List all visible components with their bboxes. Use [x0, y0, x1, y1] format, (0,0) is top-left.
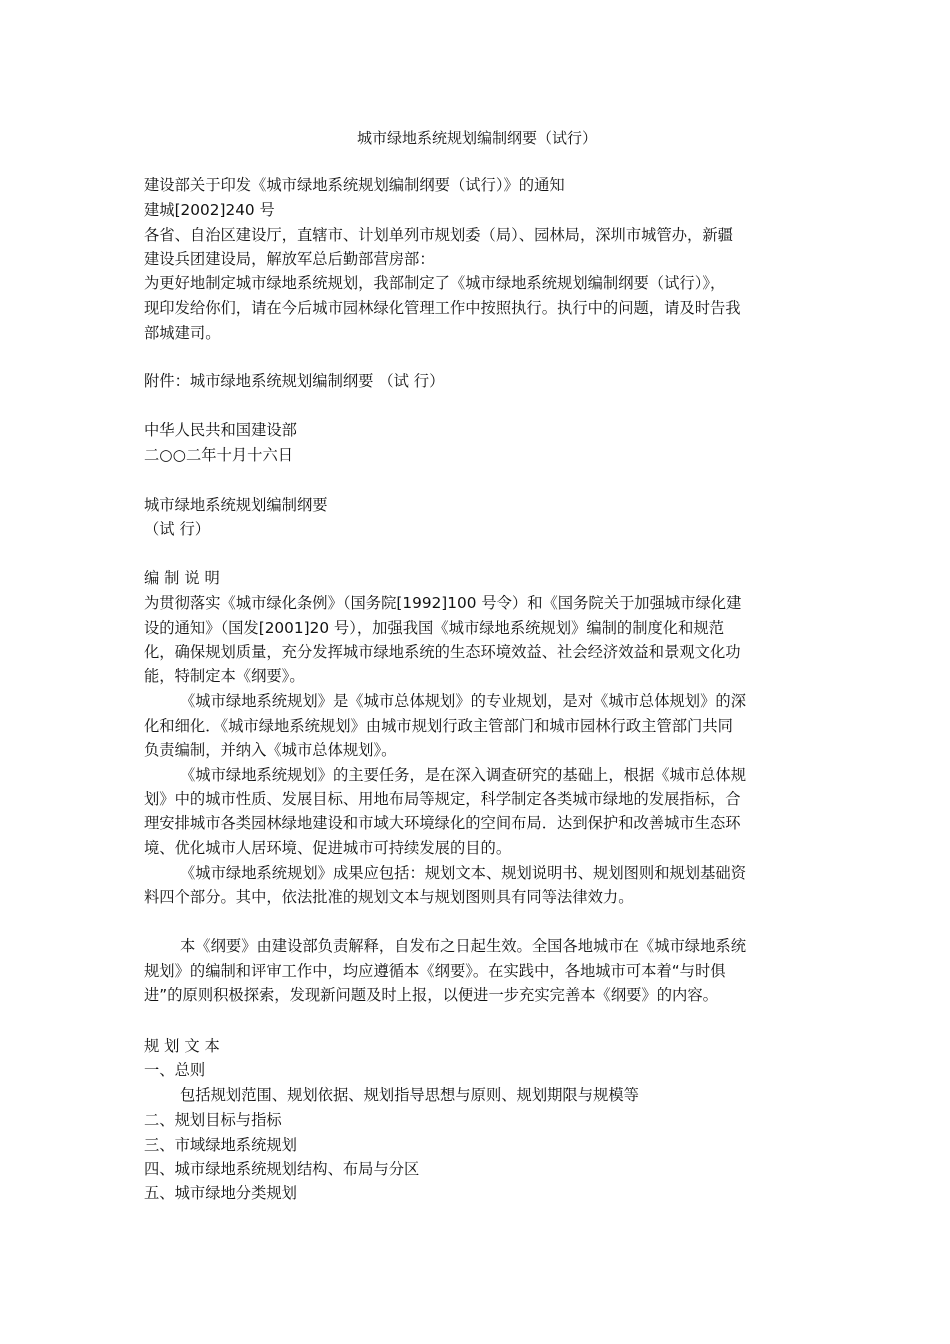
- paragraph-line: 《城市绿地系统规划》的主要任务，是在深入调查研究的基础上，根据《城市总体规: [180, 766, 746, 784]
- paragraph-line: 理安排城市各类园林绿地建设和市域大环境绿化的空间布局．达到保护和改善城市生态环: [144, 814, 741, 832]
- notice-date: 二○○二年十月十六日: [144, 446, 294, 464]
- paragraph-line: 为贯彻落实《城市绿化条例》（国务院[1992]100 号令）和《国务院关于加强城市绿化建: [144, 594, 742, 612]
- notice-body-line: 部城建司。: [144, 324, 221, 342]
- document-title: 城市绿地系统规划编制纲要（试行）: [356, 129, 597, 147]
- explanation-heading: 编 制 说 明: [144, 569, 220, 587]
- notice-heading: 建设部关于印发《城市绿地系统规划编制纲要（试行）》的通知: [144, 176, 565, 194]
- notice-addressees-line: 各省、自治区建设厅，直辖市、计划单列市规划委（局）、园林局，深圳市城管办，新疆: [144, 226, 733, 244]
- plan-text-heading: 规 划 文 本: [144, 1037, 220, 1055]
- notice-body-line: 为更好地制定城市绿地系统规划，我部制定了《城市绿地系统规划编制纲要（试行）》，: [144, 274, 726, 292]
- paragraph-line: 《城市绿地系统规划》成果应包括：规划文本、规划说明书、规划图则和规划基础资: [180, 864, 746, 882]
- outline-subtitle: （试 行）: [144, 520, 211, 538]
- notice-issuer: 中华人民共和国建设部: [144, 421, 297, 439]
- paragraph-line: 负责编制，并纳入《城市总体规划》。: [144, 741, 397, 759]
- section-heading: 一、总则: [144, 1061, 206, 1079]
- paragraph-line: 《城市绿地系统规划》是《城市总体规划》的专业规划，是对《城市总体规划》的深: [180, 692, 746, 710]
- section-heading: 二、规划目标与指标: [144, 1111, 282, 1129]
- notice-number: 建城[2002]240 号: [144, 201, 275, 219]
- paragraph-line: 境、优化城市人居环境、促进城市可持续发展的目的。: [144, 839, 512, 857]
- paragraph-line: 化，确保规划质量，充分发挥城市绿地系统的生态环境效益、社会经济效益和景观文化功: [144, 643, 741, 661]
- paragraph-line: 料四个部分。其中，依法批准的规划文本与规划图则具有同等法律效力。: [144, 888, 634, 906]
- section-heading: 四、城市绿地系统规划结构、布局与分区: [144, 1160, 420, 1178]
- paragraph-line: 进”的原则积极探索，发现新问题及时上报，以便进一步充实完善本《纲要》的内容。: [144, 986, 718, 1004]
- notice-addressees-line: 建设兵团建设局，解放军总后勤部营房部：: [144, 250, 435, 268]
- notice-attachment: 附件：城市绿地系统规划编制纲要 （试 行）: [144, 372, 445, 390]
- paragraph-line: 规划》的编制和评审工作中，均应遵循本《纲要》。在实践中，各地城市可本着“与时俱: [144, 962, 726, 980]
- section-description: 包括规划范围、规划依据、规划指导思想与原则、规划期限与规模等: [180, 1086, 639, 1104]
- paragraph-line: 划》中的城市性质、发展目标、用地布局等规定，科学制定各类城市绿地的发展指标，合: [144, 790, 741, 808]
- paragraph-line: 化和细化．《城市绿地系统规划》由城市规划行政主管部门和城市园林行政主管部门共同: [144, 717, 733, 735]
- outline-title: 城市绿地系统规划编制纲要: [144, 496, 328, 514]
- section-heading: 三、市域绿地系统规划: [144, 1136, 297, 1154]
- paragraph-line: 本《纲要》由建设部负责解释，自发布之日起生效。全国各地城市在《城市绿地系统: [180, 937, 746, 955]
- paragraph-line: 能，特制定本《纲要》。: [144, 667, 305, 685]
- section-heading: 五、城市绿地分类规划: [144, 1184, 297, 1202]
- notice-body-line: 现印发给你们，请在今后城市园林绿化管理工作中按照执行。执行中的问题，请及时告我: [144, 299, 741, 317]
- paragraph-line: 设的通知》（国发[2001]20 号），加强我国《城市绿地系统规划》编制的制度化和规范: [144, 619, 724, 637]
